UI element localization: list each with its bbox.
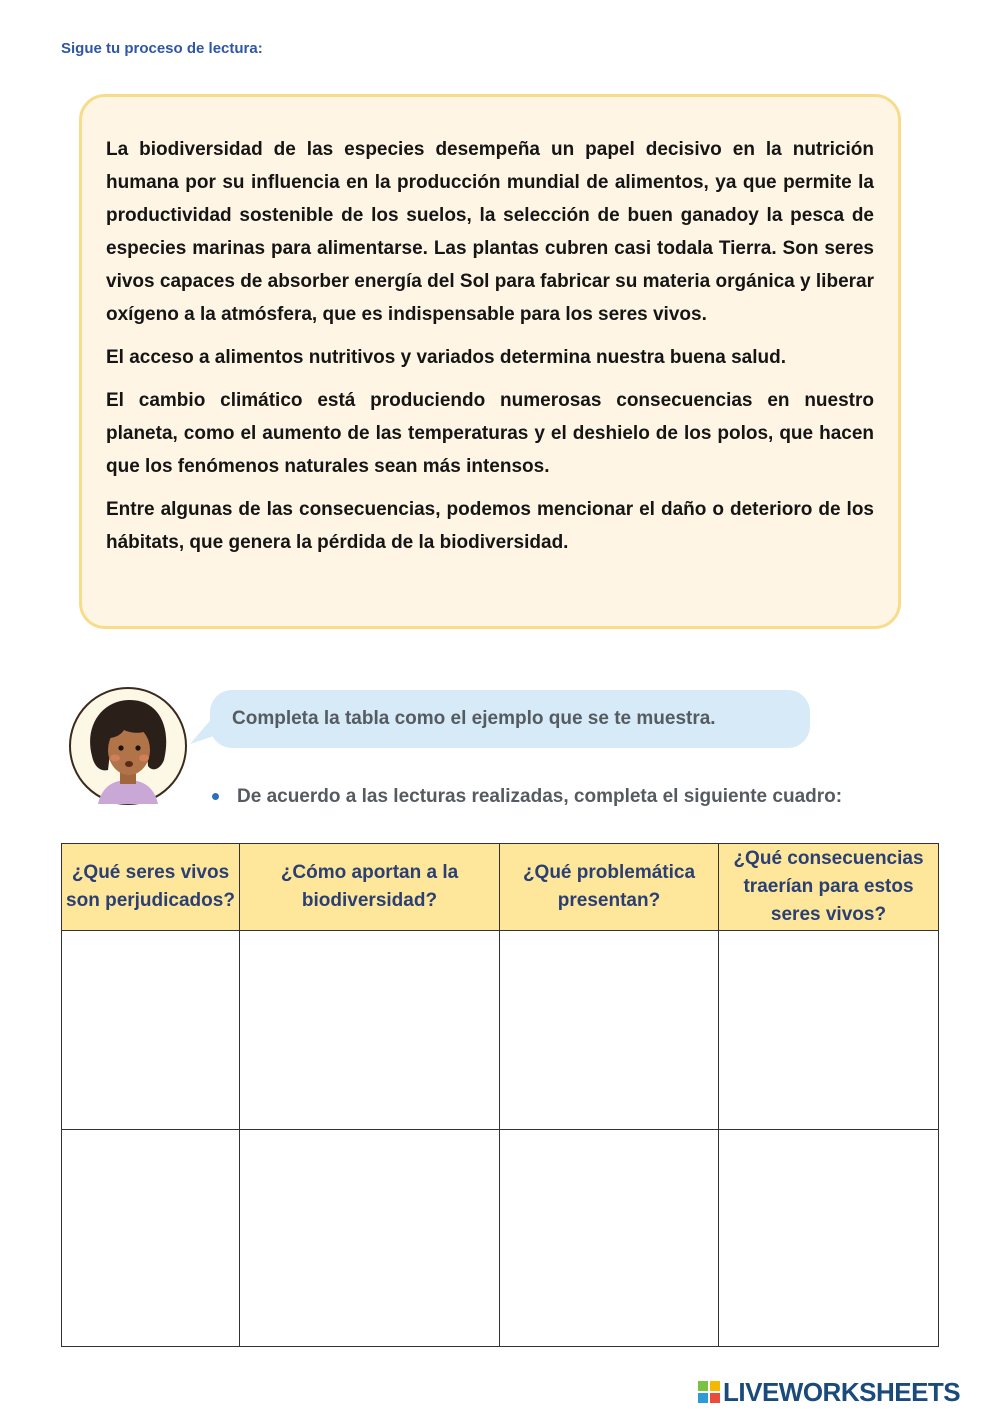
header-contribution: ¿Cómo aportan a la biodiversidad? (240, 844, 500, 931)
speech-bubble (210, 690, 810, 748)
table-row (62, 1130, 939, 1347)
reading-box (79, 94, 901, 629)
liveworksheets-logo (698, 1377, 961, 1407)
table-row (62, 931, 939, 1130)
answer-cell[interactable] (240, 1130, 500, 1347)
answer-cell[interactable] (500, 931, 719, 1130)
header-consequences: ¿Qué consecuencias traerían para estos seres vivos? (719, 844, 939, 931)
answer-cell[interactable] (62, 1130, 240, 1347)
header-affected-beings: ¿Qué seres vivos son perjudicados? (62, 844, 240, 931)
header-problem: ¿Qué problemática presentan? (500, 844, 719, 931)
answer-cell[interactable] (500, 1130, 719, 1347)
answer-cell[interactable] (719, 1130, 939, 1347)
reading-paragraph-3: El cambio climático está produciendo numerosas consecuencias en nuestro planeta, como el aumento de las temperaturas y el deshielo de los polos, que hacen que los fenómenos naturales sean más intensos. (106, 390, 874, 477)
page-heading: Sigue tu proceso de lectura: (61, 40, 263, 57)
reading-paragraph-1: La biodiversidad de las especies desempeña un papel decisivo en la nutrición humana por su influencia en la producción mundial de alimentos, ya que permite la productividad sostenible de los suelos, la selección de buen ganadoy la pesca de especies marinas para alimentarse. Las plantas cubren casi todala Tierra. Son seres vivos capaces de absorber energía del Sol para fabricar su materia orgánica y liberar oxígeno a la atmósfera, que es indispensable para los seres vivos. (106, 139, 874, 325)
answer-table (61, 843, 939, 1347)
answer-cell[interactable] (719, 931, 939, 1130)
student-avatar-icon (68, 686, 188, 806)
reading-paragraph-2: El acceso a alimentos nutritivos y variados determina nuestra buena salud. (106, 347, 787, 368)
answer-cell[interactable] (62, 931, 240, 1130)
bubble-instruction: Completa la tabla como el ejemplo que se te muestra. (232, 708, 716, 729)
answer-cell[interactable] (240, 931, 500, 1130)
table-instruction: De acuerdo a las lecturas realizadas, completa el siguiente cuadro: (237, 786, 843, 807)
reading-paragraph-4: Entre algunas de las consecuencias, podemos mencionar el daño o deterioro de los hábitats, que genera la pérdida de la biodiversidad. (106, 499, 874, 553)
bullet-icon (212, 793, 219, 800)
table-header-row (62, 844, 939, 931)
liveworksheets-logo-icon (698, 1381, 720, 1403)
logo-text: LIVEWORKSHEETS (723, 1377, 961, 1407)
